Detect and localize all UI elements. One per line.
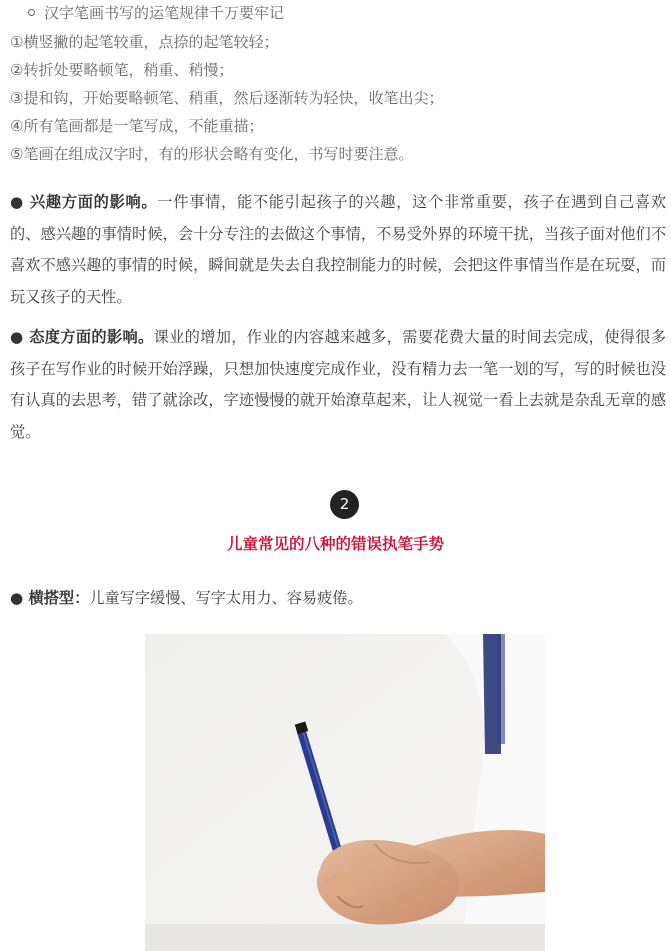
section-number-badge: 2 [330, 490, 359, 519]
hand-holding-pencil-photo [145, 634, 545, 951]
rule-item-2: ②转折处要略顿笔，稍重、稍慢； [10, 61, 234, 79]
interest-paragraph [10, 187, 666, 313]
rule-item-3: ③提和钩，开始要略顿笔、稍重，然后逐渐转为轻快，收笔出尖； [10, 89, 444, 107]
grip-type-line [10, 587, 363, 609]
photo-illustration [145, 634, 545, 951]
grip-type-desc: 儿童写字缓慢、写字太用力、容易疲倦。 [89, 589, 363, 607]
grip-type-label: ● 横搭型： [10, 589, 90, 607]
rule-item-4: ④所有笔画都是一笔写成，不能重描； [10, 117, 264, 135]
attitude-heading: ● 态度方面的影响。 [10, 328, 154, 346]
rules-title-text: 汉字笔画书写的运笔规律千万要牢记 [44, 4, 285, 22]
rule-item-5: ⑤笔画在组成汉字时，有的形状会略有变化，书写时要注意。 [10, 145, 414, 163]
interest-body: 一件事情，能不能引起孩子的兴趣，这个非常重要，孩子在遇到自己喜欢的、感兴趣的事情时候，会十分专注的去做这个事情，不易受外界的环境干扰，当孩子面对他们不喜欢不感兴趣的事情的时候，瞬间就是失去自我控制能力的时候，会把这件事情当作是在玩耍，而玩又孩子的天性。 [10, 193, 667, 306]
section-title: 儿童常见的八种的错误执笔手势 [226, 535, 444, 553]
hollow-bullet-icon [28, 9, 35, 16]
rule-item-1: ①横竖撇的起笔较重，点捺的起笔较轻； [10, 33, 279, 51]
attitude-paragraph [10, 322, 666, 448]
interest-heading: ● 兴趣方面的影响。 [10, 193, 158, 211]
rules-title [28, 2, 284, 24]
attitude-body: 课业的增加，作业的内容越来越多，需要花费大量的时间去完成，使得很多孩子在写作业的时候开始浮躁，只想加快速度完成作业，没有精力去一笔一划的写，写的时候也没有认真的去思考，错了就涂改，字迹慢慢的就开始潦草起来，让人视觉一看上去就是杂乱无章的感觉。 [10, 328, 666, 441]
